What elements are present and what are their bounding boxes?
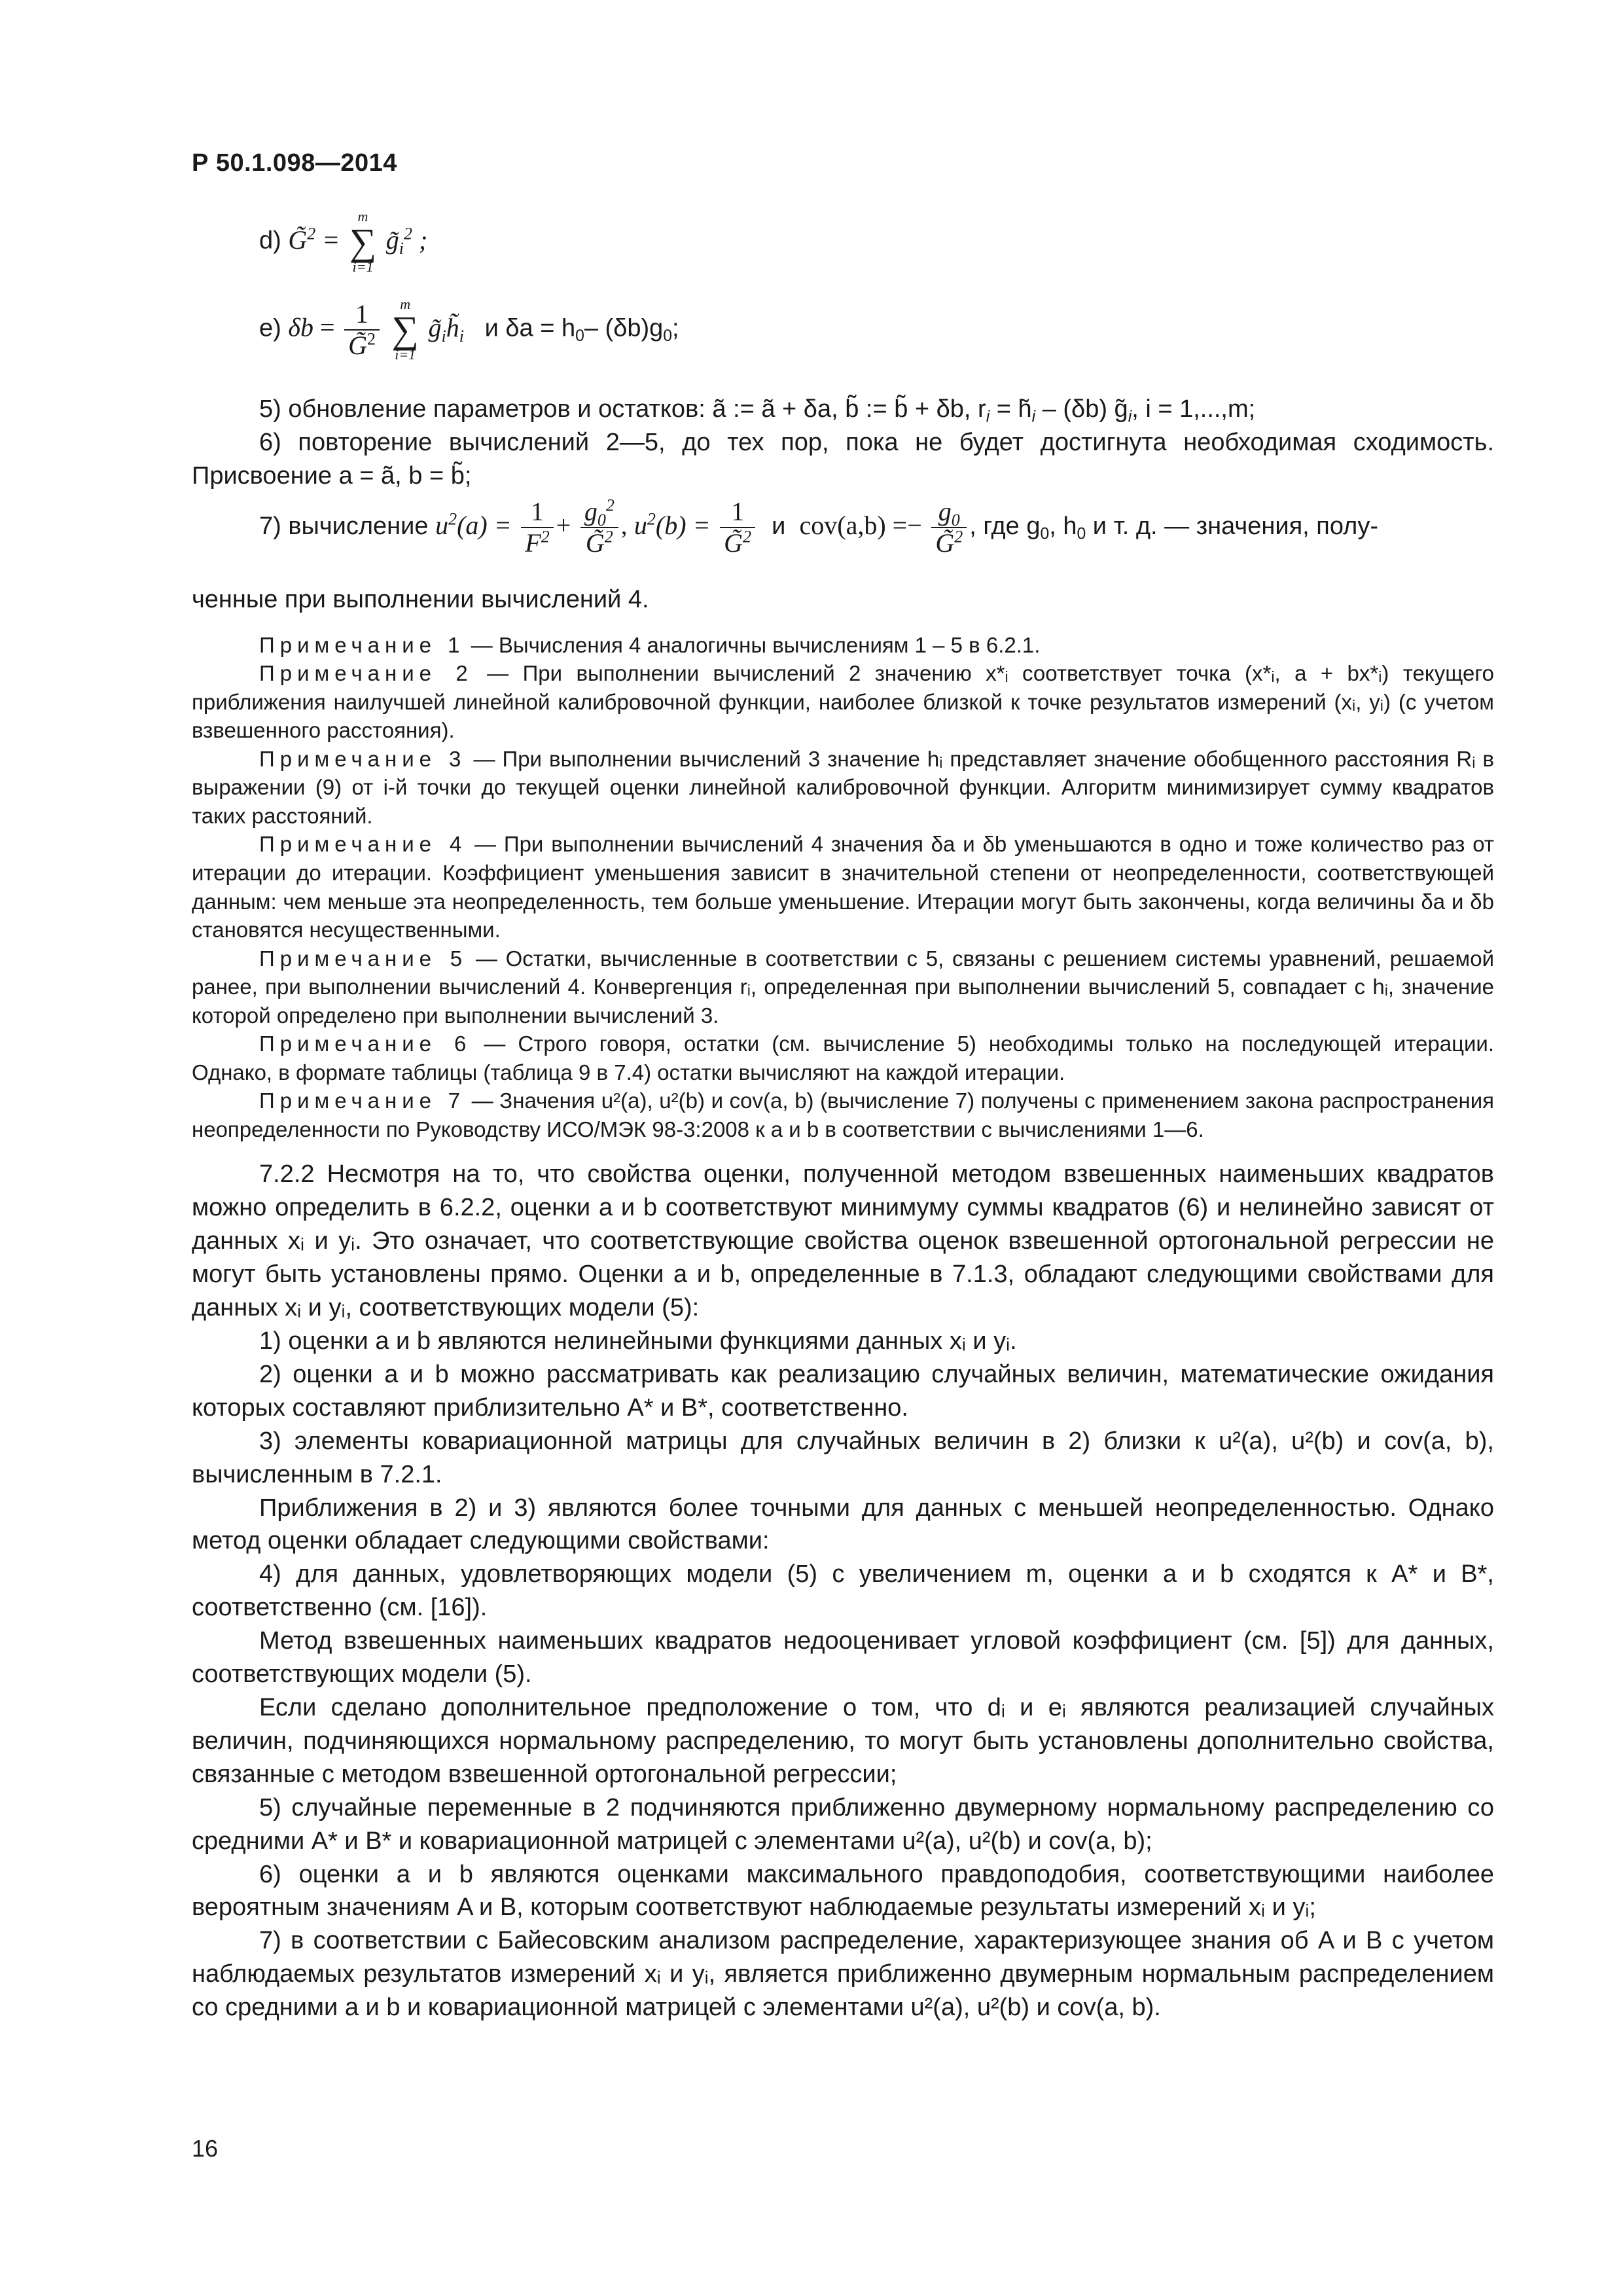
document-id: Р 50.1.098—2014 [192,149,397,177]
sum-symbol: m ∑ i=1 [391,296,419,363]
property-2: 2) оценки a и b можно рассматривать как реализацию случайных величин, математические ожидания которых составляют приблизительно A* и B*, соответственно. [192,1360,1494,1422]
paragraph-assumption: Если сделано дополнительное предположение о том, что dᵢ и eᵢ являются реализацией случайных величин, подчиняющихся нормальному распределению, то могут быть установлены дополнительно свойства, связанные с методом взвешенной ортогональной регрессии; [192,1693,1494,1788]
fraction-cov: $\frac{g_0}{G̃^2}$ [931,497,967,558]
note-2: Примечание 2 — При выполнении вычислений 2 значению x*ᵢ соответствует точка (x*ᵢ, a + bx*ᵢ) текущего приближения наилучшей линейной калибровочной функции, наиболее близкой к точке результатов измерений (xᵢ, yᵢ) (с учетом взвешенного расстояния). [192,661,1494,743]
step-7-continuation: ченные при выполнении вычислений 4. [192,585,649,613]
step-5: 5) обновление параметров и остатков: ã := ã + δa, b̃ := b̃ + δb, $r_i$ = $h̃_i - (\delta b)$ $g̃_i$, i = 1,...,m; [259,395,1256,426]
formula-e: e) δb = $\frac{1}{G̃^2}$ m ∑ i=1 $g̃_ih̃_i$ и $\delta a = h_0-$ $(\delta b)g_0$; [259,296,679,363]
formula-e-label: e) [259,314,281,342]
formula-d-lhs: G̃ [288,224,308,255]
note-1: Примечание 1 — Вычисления 4 аналогичны вычислениям 1 – 5 в 6.2.1. [259,632,1041,657]
fraction-one-over-G2: $\frac{1}{G̃^2}$ [720,497,755,558]
note-7: Примечание 7 — Значения u²(a), u²(b) и cov(a, b) (вычисление 7) получены с применением закона распространения неопределенности по Руководству ИСО/МЭК 98-3:2008 к a и b в соответствии с вычислениями 1—6. [192,1088,1495,1141]
fraction-one-over-F2: $\frac{1}{F^2}$ [521,497,553,558]
note-5: Примечание 5 — Остатки, вычисленные в соответствии с 5, связаны с решением системы уравнений, решаемой ранее, при выполнении вычислений 4. Конвергенция rᵢ, определенная при выполнении вычислений 5, совпадает с hᵢ, значение которой определено при выполнении вычислений 3. [192,946,1494,1028]
page-number: 16 [192,2135,219,2162]
property-5: 5) случайные переменные в 2 подчиняются приближенно двумерному нормальному распределению со средними A* и B* и ковариационной матрицей с элементами u²(a), u²(b) и cov(a, b); [192,1793,1494,1855]
page-content [192,209,1494,2024]
property-1: 1) оценки a и b являются нелинейными функциями данных xᵢ и yᵢ. [259,1327,1017,1355]
property-3: 3) элементы ковариационной матрицы для случайных величин в 2) близки к u²(a), u²(b) и cov(a, b), вычисленным в 7.2.1. [192,1427,1494,1488]
formula-d-term: g̃ [385,224,399,255]
property-7: 7) в соответствии с Байесовским анализом распределение, характеризующее знания об A и B с учетом наблюдаемых результатов измерений xᵢ и yᵢ, является приближенно двумерным нормальным распределением со средними a и b и ковариационной матрицей с элементами u²(a), u²(b) и cov(a, b). [192,1927,1494,2022]
note-6: Примечание 6 — Строго говоря, остатки (см. вычисление 5) необходимы только на последующей итерации. Однако, в формате таблицы (таблица 9 в 7.4) остатки вычисляют на каждой итерации. [192,1031,1495,1085]
property-4: 4) для данных, удовлетворяющих модели (5) с увеличением m, оценки a и b сходятся к A* и B*, соответственно (см. [16]). [192,1560,1494,1622]
property-6: 6) оценки a и b являются оценками максимального правдоподобия, соответствующими наиболее вероятным значениям A и B, которым соответствуют наблюдаемые результаты измерений xᵢ и yᵢ; [192,1860,1494,1922]
paragraph-method-note: Метод взвешенных наименьших квадратов недооценивает угловой коэффициент (см. [5]) для данных, соответствующих модели (5). [192,1627,1494,1689]
note-3: Примечание 3 — При выполнении вычислений 3 значение hᵢ представляет значение обобщенного расстояния Rᵢ в выражении (9) от i-й точки до текущей оценки линейной калибровочной функции. Алгоритм минимизирует сумму квадратов таких расстояний. [192,746,1494,828]
step-7: 7) вычисление $u^2(a)$ = $\frac{1}{F^2}$ + $\frac{g_0^2}{G̃^2}$ , $u^2(b)$ = $\frac{1}{G̃^2}$ и cov(a,b) =− $\frac{g_0}{G̃^2}$ , где $g_0$, $h_0$ и т. д. — значения, полу- [259,495,1378,558]
fraction-e: $\frac{1}{G̃^2}$ [344,299,380,361]
formula-e-rest: и δa = h [484,314,576,342]
step-6: 6) повторение вычислений 2—5, до тех пор, пока не будет достигнута необходимая сходимость. Присвоение a = ã, b = b̃; [192,428,1494,490]
sum-symbol: m ∑ i=1 [349,208,377,276]
paragraph-7-2-2: 7.2.2 Несмотря на то, что свойства оценки, полученной методом взвешенных наименьших квадратов можно определить в 6.2.2, оценки a и b соответствуют минимуму суммы квадратов (6) и нелинейно зависят от данных xᵢ и yᵢ. Это означает, что соответствующие свойства оценок взвешенной ортогональной регрессии не могут быть установлены прямо. Оценки a и b, определенные в 7.1.3, обладают следующими свойствами для данных xᵢ и yᵢ, соответствующих модели (5): [192,1160,1494,1322]
formula-d: d) G̃$^2$ = m ∑ i=1 $g̃_i^2$ ; [259,208,428,276]
fraction-g0-over-G2: $\frac{g_0^2}{G̃^2}$ [580,497,618,558]
note-4: Примечание 4 — При выполнении вычислений 4 значения δa и δb уменьшаются в одно и тоже количество раз от итерации до итерации. Коэффициент уменьшения зависит в значительной степени от неопределенности, соответствующей данным: чем меньше эта неопределенность, тем больше уменьшение. Итерации могут быть закончены, когда величины δa и δb становятся несущественными. [192,832,1495,942]
formula-e-lhs: δb [288,312,313,342]
paragraph-approximations: Приближения в 2) и 3) являются более точными для данных с меньшей неопределенностью. Однако метод оценки обладает следующими свойствами: [192,1494,1494,1555]
formula-d-label: d) [259,226,281,255]
